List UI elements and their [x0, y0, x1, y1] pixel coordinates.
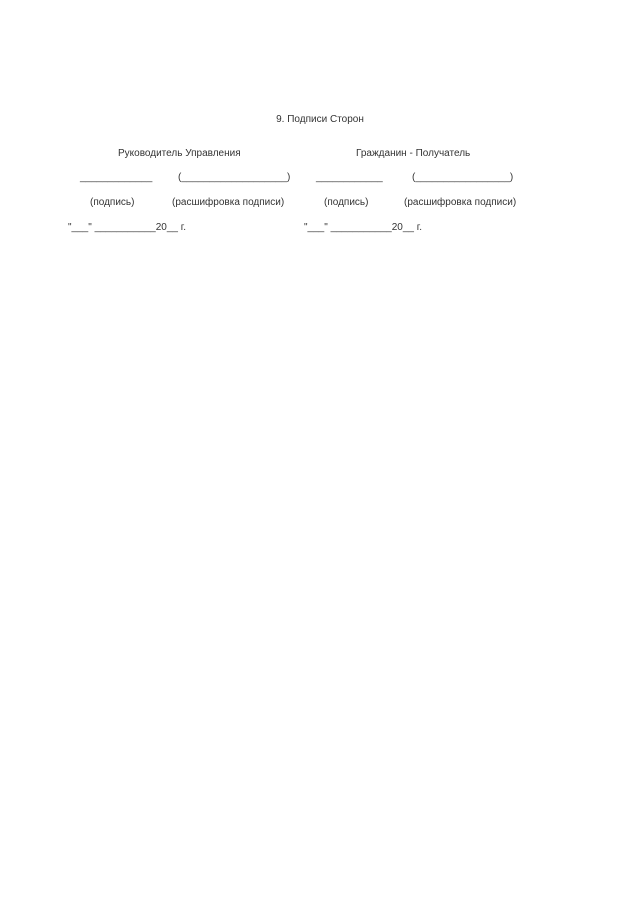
left-decipher-line: (___________________)	[178, 172, 291, 183]
right-party-title: Гражданин - Получатель	[356, 148, 471, 159]
right-signature-line: ____________	[316, 172, 383, 183]
right-decipher-line: (_________________)	[412, 172, 514, 183]
left-party-title: Руководитель Управления	[118, 148, 241, 159]
section-title: 9. Подписи Сторон	[276, 114, 364, 125]
left-signature-line: _____________	[80, 172, 153, 183]
left-signature-caption: (подпись)	[90, 197, 135, 208]
right-decipher-caption: (расшифровка подписи)	[404, 197, 517, 208]
right-signature-caption: (подпись)	[324, 197, 369, 208]
right-date-line: "___" ___________20__ г.	[304, 222, 422, 233]
left-date-line: "___" ___________20__ г.	[68, 222, 186, 233]
left-decipher-caption: (расшифровка подписи)	[172, 197, 285, 208]
